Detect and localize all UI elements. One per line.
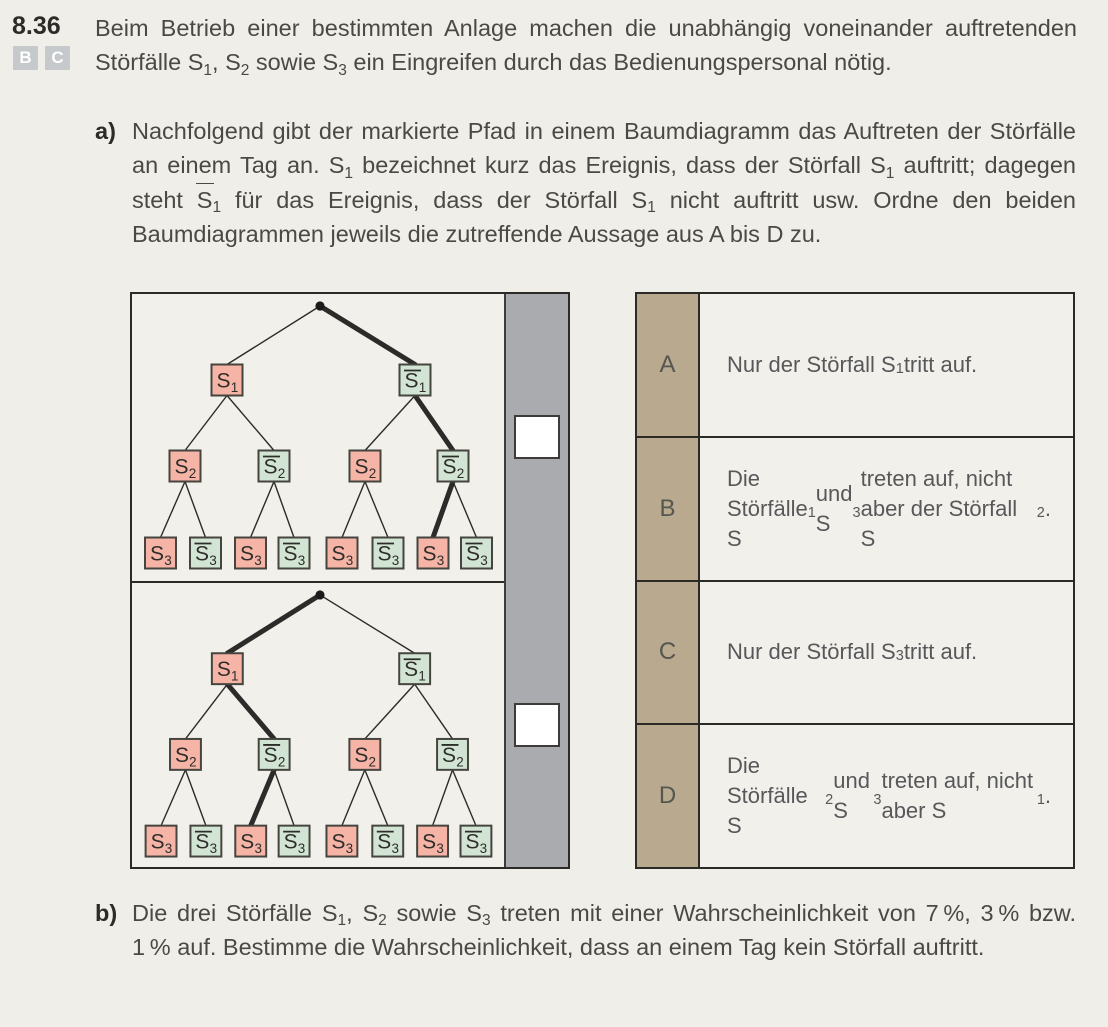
svg-text:3: 3	[209, 841, 218, 857]
svg-text:3: 3	[164, 841, 173, 857]
tree-node-not-s3	[279, 538, 310, 569]
svg-text:S: S	[377, 542, 392, 566]
tree-edge	[342, 770, 365, 826]
answer-box-bottom-tree[interactable]	[514, 703, 560, 747]
svg-text:2: 2	[456, 466, 465, 481]
svg-text:S: S	[216, 658, 231, 682]
tree-node-not-s3	[190, 538, 221, 569]
svg-text:S: S	[404, 658, 419, 682]
tree-diagram-top	[132, 294, 568, 583]
svg-text:2: 2	[456, 754, 464, 770]
tree-edge-marked	[433, 482, 453, 538]
svg-text:3: 3	[297, 841, 306, 857]
statement-key: A	[637, 294, 700, 436]
svg-text:3: 3	[391, 841, 399, 857]
tree-bottom-svg	[132, 583, 504, 867]
svg-text:2: 2	[368, 754, 377, 770]
tree-node-s2	[350, 451, 381, 482]
tree-node-not-s1	[400, 365, 431, 396]
statement-key: C	[637, 582, 700, 724]
statement-text: Die Störfälle S $_1$ und S $_3$ treten auf, nicht aber der Störfall S $_2$ .	[727, 465, 1051, 551]
tree-edge	[274, 770, 294, 826]
statement-row-b	[637, 438, 1073, 582]
tree-edge	[365, 482, 388, 538]
tree-node-not-s3	[373, 538, 404, 569]
svg-text:S: S	[422, 542, 437, 566]
tree-node-not-s3	[279, 826, 310, 857]
svg-text:1: 1	[418, 668, 426, 684]
part-b	[95, 896, 1076, 965]
tree-node-s3	[327, 538, 358, 569]
tree-edge	[185, 396, 227, 451]
statement-key: B	[637, 438, 700, 580]
tree-node-not-s2	[259, 739, 290, 770]
tree-node-not-s1	[399, 653, 430, 684]
part-b-text: Die drei Störfälle $S_1$, $S_2$ sowie $S_3$ treten mit einer Wahrscheinlichkeit von 7 %, 3 % bzw. 1 % auf. Bestimme die Wahrscheinlichkeit, dass an einem Tag kein Störfall auftritt.	[132, 900, 1076, 961]
tree-node-not-s3	[190, 826, 221, 857]
exercise-number: 8.36	[12, 12, 61, 40]
tree-edge	[453, 482, 477, 538]
tree-node-s3	[326, 826, 357, 857]
tree-edge	[251, 482, 275, 538]
statement-row-c	[637, 582, 1073, 726]
svg-text:S: S	[442, 455, 457, 479]
part-a-text: Nachfolgend gibt der markierte Pfad in einem Baumdiagramm das Auftreten der Störfälle an einem Tag an. $S_1$ bezeichnet kurz das Ereignis, dass der Störfall $S_1$ auftritt; dagegen steht $S_1$ für das Ereignis, dass der Störfall $S_1$ nicht auftritt usw. Ordne den beiden Baumdiagrammen jeweils die zutreffende Aussage aus A bis D zu.	[132, 118, 1076, 248]
tree-edge	[274, 482, 294, 538]
svg-text:S: S	[175, 743, 189, 767]
tree-edge	[185, 684, 227, 739]
svg-text:1: 1	[230, 380, 239, 395]
tree-edge	[227, 306, 320, 365]
tree-node-s3	[235, 538, 266, 569]
difficulty-badge: C	[45, 46, 70, 70]
svg-text:3: 3	[479, 841, 488, 857]
svg-text:S: S	[354, 455, 369, 479]
svg-text:3: 3	[345, 841, 354, 857]
tree-edge	[365, 396, 415, 451]
tree-edge	[185, 770, 205, 826]
svg-text:3: 3	[209, 553, 217, 568]
tree-edge	[453, 770, 476, 826]
tree-edge	[433, 770, 453, 826]
statement-text: Die Störfälle S $_2$ und S $_3$ treten auf, nicht aber S $_1$ .	[727, 753, 1052, 839]
svg-text:S: S	[442, 743, 457, 767]
svg-text:S: S	[283, 830, 298, 854]
tree-top-svg	[132, 294, 504, 579]
difficulty-badges	[13, 46, 70, 70]
svg-text:2: 2	[277, 754, 286, 770]
svg-text:3: 3	[480, 553, 488, 568]
tree-edge	[161, 770, 185, 826]
svg-text:S: S	[331, 830, 346, 854]
tree-edge	[415, 684, 453, 739]
svg-text:S: S	[149, 542, 165, 566]
tree-edge-marked	[320, 306, 415, 365]
tree-node-s2	[349, 739, 380, 770]
svg-text:3: 3	[391, 553, 400, 568]
statement-text: Nur der Störfall S $_1$ tritt auf.	[727, 351, 978, 377]
tree-node-s3	[145, 538, 176, 569]
svg-text:1: 1	[418, 380, 427, 395]
tree-node-s3	[235, 826, 266, 857]
statement-key: D	[637, 725, 700, 867]
statement-row-d	[637, 725, 1073, 867]
svg-text:3: 3	[436, 841, 444, 857]
svg-text:2: 2	[189, 754, 197, 770]
part-b-label: b)	[95, 900, 118, 926]
tree-node-not-s2	[438, 451, 469, 482]
tree-node-not-s3	[372, 826, 403, 857]
tree-edge-marked	[227, 684, 274, 739]
part-a-label: a)	[95, 118, 116, 144]
tree-edge	[365, 684, 415, 739]
part-a	[95, 114, 1076, 252]
svg-text:S: S	[239, 542, 255, 566]
tree-edge	[185, 482, 206, 538]
tree-edge	[342, 482, 365, 538]
tree-node-s3	[146, 826, 177, 857]
svg-text:S: S	[240, 830, 255, 854]
svg-text:2: 2	[368, 466, 377, 481]
svg-text:S: S	[263, 455, 278, 479]
tree-edge	[161, 482, 186, 538]
svg-text:1: 1	[231, 668, 239, 684]
tree-edge-marked	[251, 770, 274, 826]
statements-table	[635, 292, 1075, 869]
statement-row-a	[637, 294, 1073, 438]
svg-text:S: S	[331, 542, 346, 566]
tree-edge	[365, 770, 388, 826]
answer-strip	[504, 294, 568, 867]
tree-edge-marked	[227, 595, 320, 653]
svg-text:S: S	[465, 830, 480, 854]
tree-edge	[227, 396, 274, 451]
tree-node-s2	[170, 451, 201, 482]
svg-text:S: S	[283, 542, 298, 566]
statement-text: Nur der Störfall S $_3$ tritt auf.	[727, 639, 978, 665]
svg-text:3: 3	[164, 553, 172, 568]
exercise-intro-text: Beim Betrieb einer bestimmten Anlage machen die unabhängig voneinander auftretenden Störfälle $S_1$, $S_2$ sowie $S_3$ ein Eingreifen durch das Bedienungspersonal nötig.	[95, 15, 1077, 79]
tree-root-dot	[315, 301, 324, 310]
svg-text:3: 3	[254, 553, 262, 568]
svg-text:3: 3	[436, 553, 445, 568]
svg-text:S: S	[216, 369, 231, 393]
tree-root-dot	[315, 590, 324, 599]
tree-node-s3	[418, 538, 449, 569]
svg-text:S: S	[150, 830, 165, 854]
svg-text:S: S	[194, 542, 210, 566]
svg-text:S: S	[465, 542, 481, 566]
tree-node-not-s2	[259, 451, 290, 482]
svg-text:S: S	[174, 455, 189, 479]
svg-text:S: S	[354, 743, 369, 767]
svg-text:S: S	[195, 830, 210, 854]
tree-node-not-s3	[461, 538, 492, 569]
tree-diagram-bottom	[132, 583, 568, 870]
svg-text:2: 2	[188, 466, 197, 481]
tree-node-s3	[417, 826, 448, 857]
tree-edge-marked	[415, 396, 453, 451]
svg-text:3: 3	[345, 553, 354, 568]
svg-text:3: 3	[254, 841, 262, 857]
tree-node-s1	[212, 653, 243, 684]
tree-node-not-s2	[437, 739, 468, 770]
svg-text:S: S	[422, 830, 437, 854]
tree-node-s1	[212, 365, 243, 396]
difficulty-badge: B	[13, 46, 38, 70]
svg-text:S: S	[263, 743, 278, 767]
svg-text:S: S	[377, 830, 392, 854]
answer-box-top-tree[interactable]	[514, 415, 560, 459]
svg-text:2: 2	[277, 466, 286, 481]
tree-diagram-panel	[130, 292, 570, 869]
svg-text:S: S	[404, 369, 419, 393]
svg-text:3: 3	[297, 553, 306, 568]
tree-node-not-s3	[460, 826, 491, 857]
tree-edge	[320, 595, 415, 653]
tree-node-s2	[170, 739, 201, 770]
